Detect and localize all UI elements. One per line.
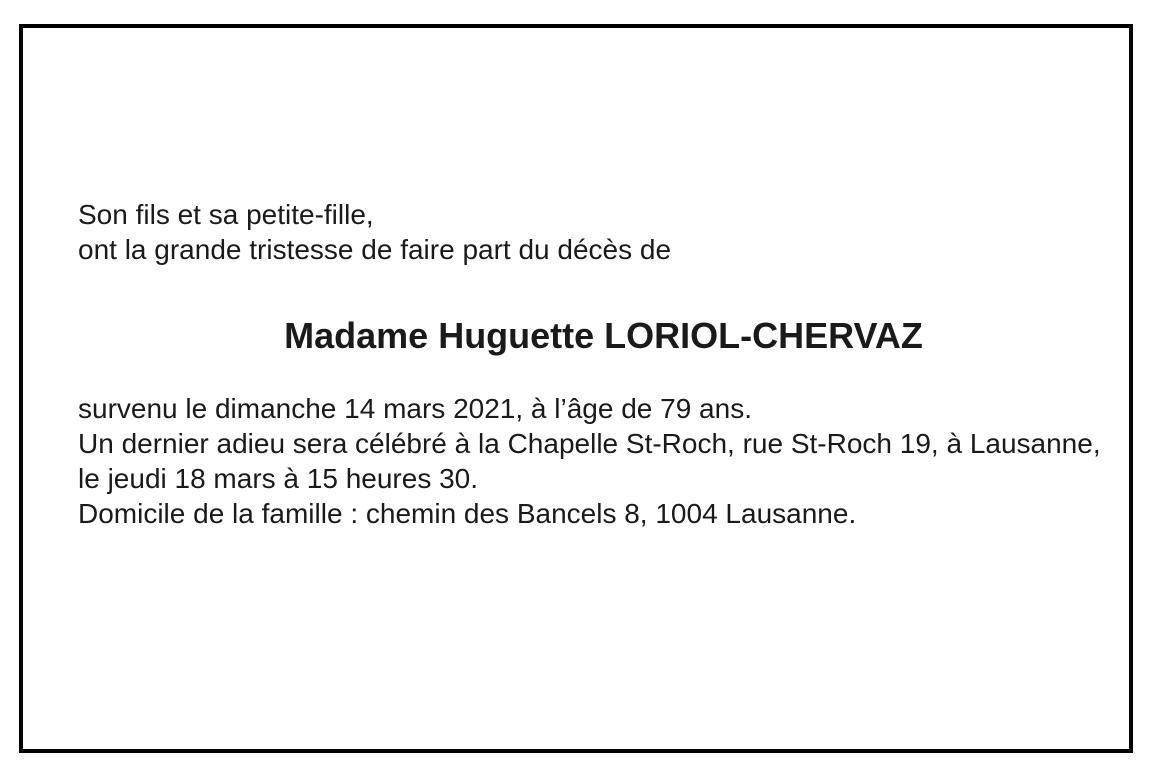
details-line-ceremony-place: Un dernier adieu sera célébré à la Chapelle St-Roch, rue St-Roch 19, à Lausanne,: [78, 428, 1101, 459]
intro-paragraph: [78, 197, 1119, 267]
intro-line-2: ont la grande tristesse de faire part du décès de: [78, 234, 672, 265]
intro-line-1: Son fils et sa petite-fille,: [78, 199, 374, 230]
details-paragraph: [78, 391, 1119, 531]
details-line-family-address: Domicile de la famille : chemin des Bancels 8, 1004 Lausanne.: [78, 498, 857, 529]
deceased-name-title: Madame Huguette LORIOL-CHERVAZ: [284, 315, 923, 356]
details-line-death-date: survenu le dimanche 14 mars 2021, à l’âge de 79 ans.: [78, 393, 752, 424]
details-line-ceremony-time: le jeudi 18 mars à 15 heures 30.: [78, 463, 479, 494]
death-notice-card: [19, 24, 1133, 753]
